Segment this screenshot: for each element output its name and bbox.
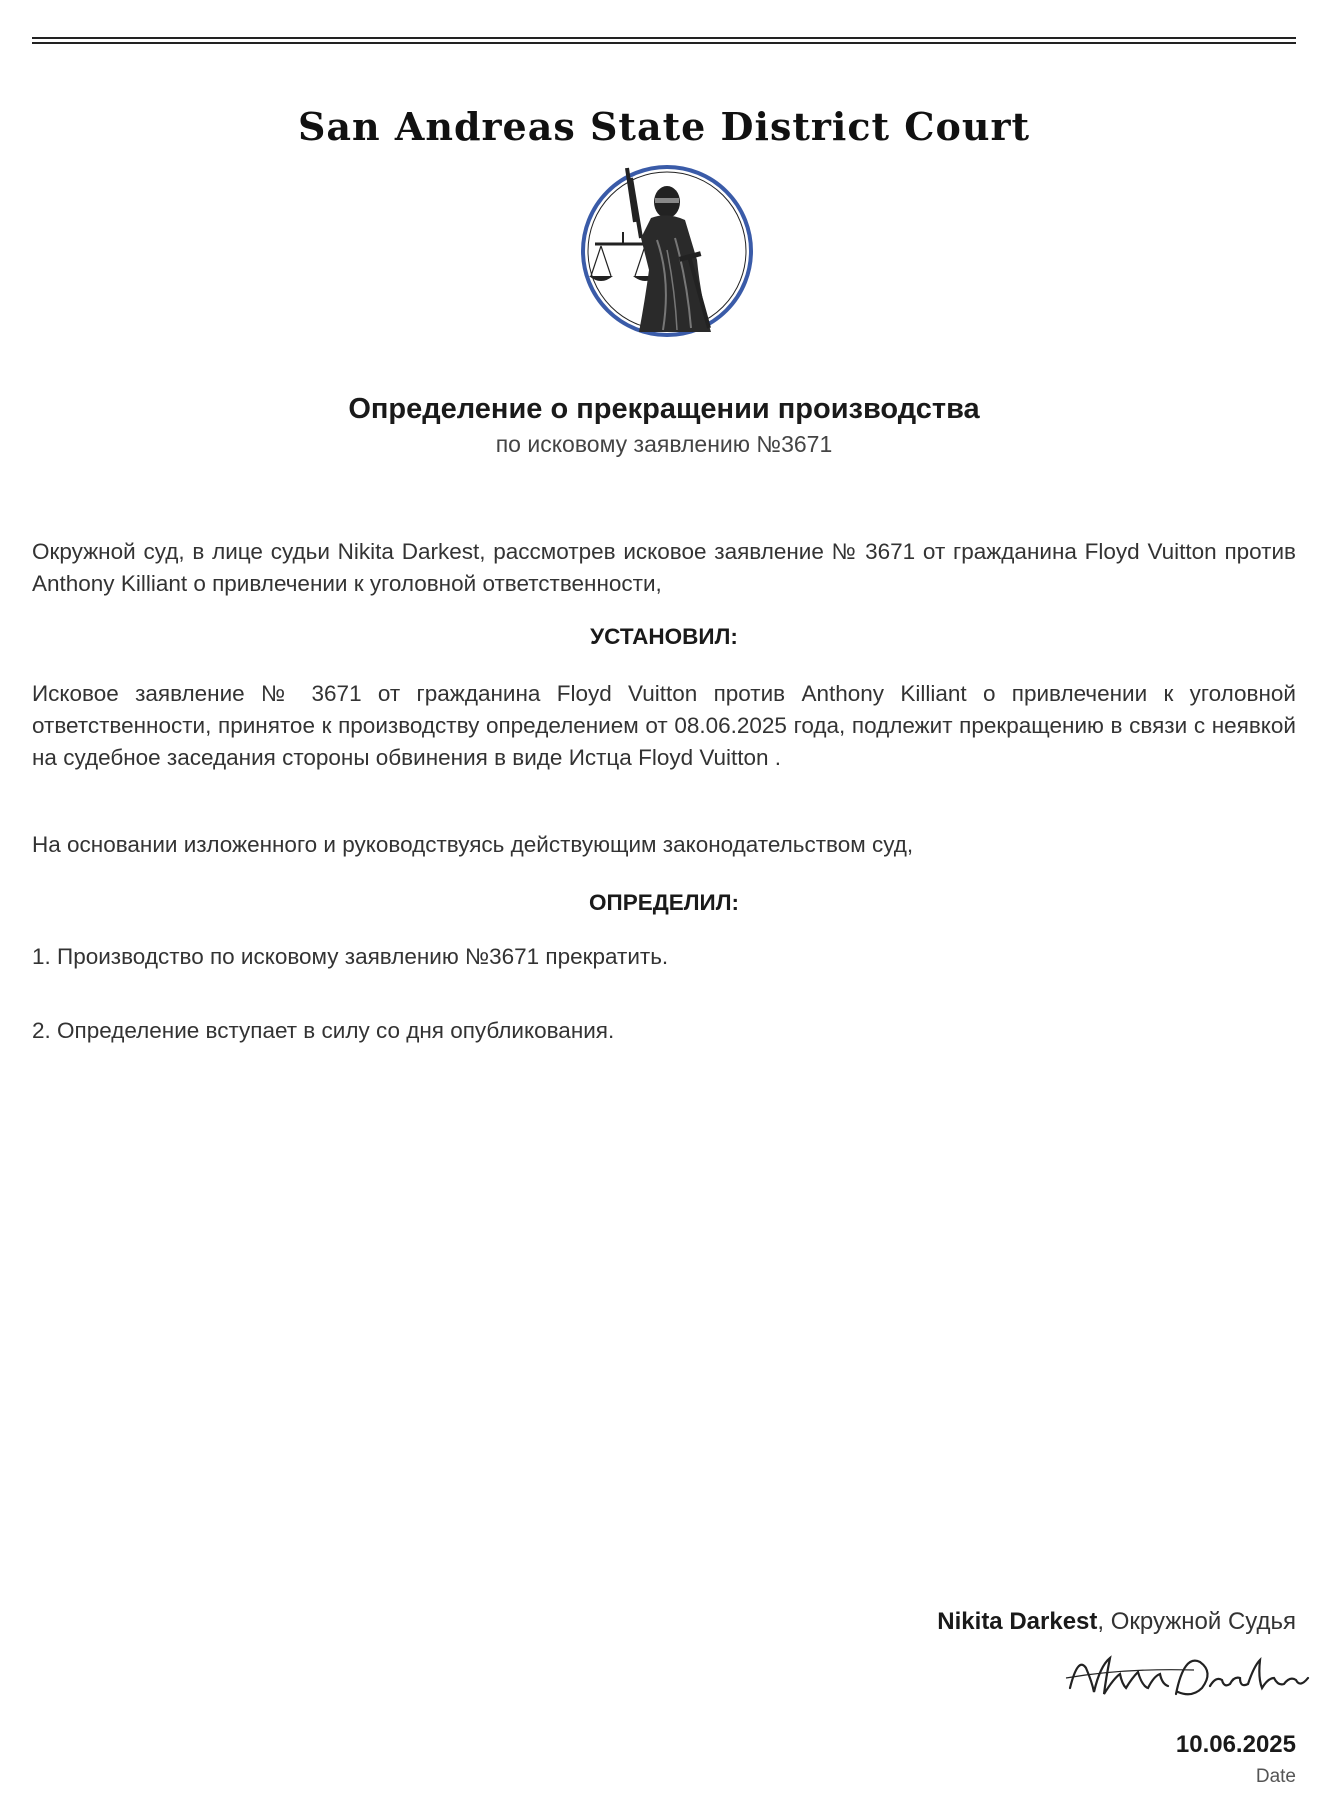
judge-line — [937, 1608, 1296, 1636]
decision-item-2: 2. Определение вступает в силу со дня опубликования. — [32, 1018, 615, 1043]
lady-justice-seal-icon — [579, 160, 755, 342]
heading-established: УСТАНОВИЛ: — [590, 624, 738, 649]
document-date: 10.06.2025 — [1175, 1731, 1296, 1758]
judge-title: , Окружной Судья — [1097, 1608, 1296, 1635]
date-label: Date — [1255, 1766, 1296, 1787]
established-paragraph: Исковое заявление № 3671 от гражданина Floyd Vuitton против Anthony Killiant о привлечении к уголовной ответственности, принятое к производству определением от 08.06.2025 года, подлежит прекращению в связи с неявкой на судебное заседания стороны обвинения в виде Истца Floyd Vuitton . — [32, 681, 1296, 770]
court-name: San Andreas State District Court — [297, 104, 1031, 149]
decision-item-1: 1. Производство по исковому заявлению №3671 прекратить. — [32, 944, 669, 969]
document-title: Определение о прекращении производства — [348, 393, 980, 425]
judge-name: Nikita Darkest — [937, 1608, 1098, 1635]
top-rule-2 — [32, 42, 1296, 44]
heading-decided: ОПРЕДЕЛИЛ: — [589, 890, 739, 915]
document-subtitle: по исковому заявлению №3671 — [495, 431, 833, 457]
top-rule-1 — [32, 37, 1296, 39]
basis-paragraph: На основании изложенного и руководствуясь действующим законодательством суд, — [32, 832, 914, 857]
signature-icon — [1064, 1648, 1314, 1706]
intro-paragraph: Окружной суд, в лице судьи Nikita Darkest, рассмотрев исковое заявление № 3671 от гражданина Floyd Vuitton против Anthony Killiant о привлечении к уголовной ответственности, — [32, 539, 1296, 596]
